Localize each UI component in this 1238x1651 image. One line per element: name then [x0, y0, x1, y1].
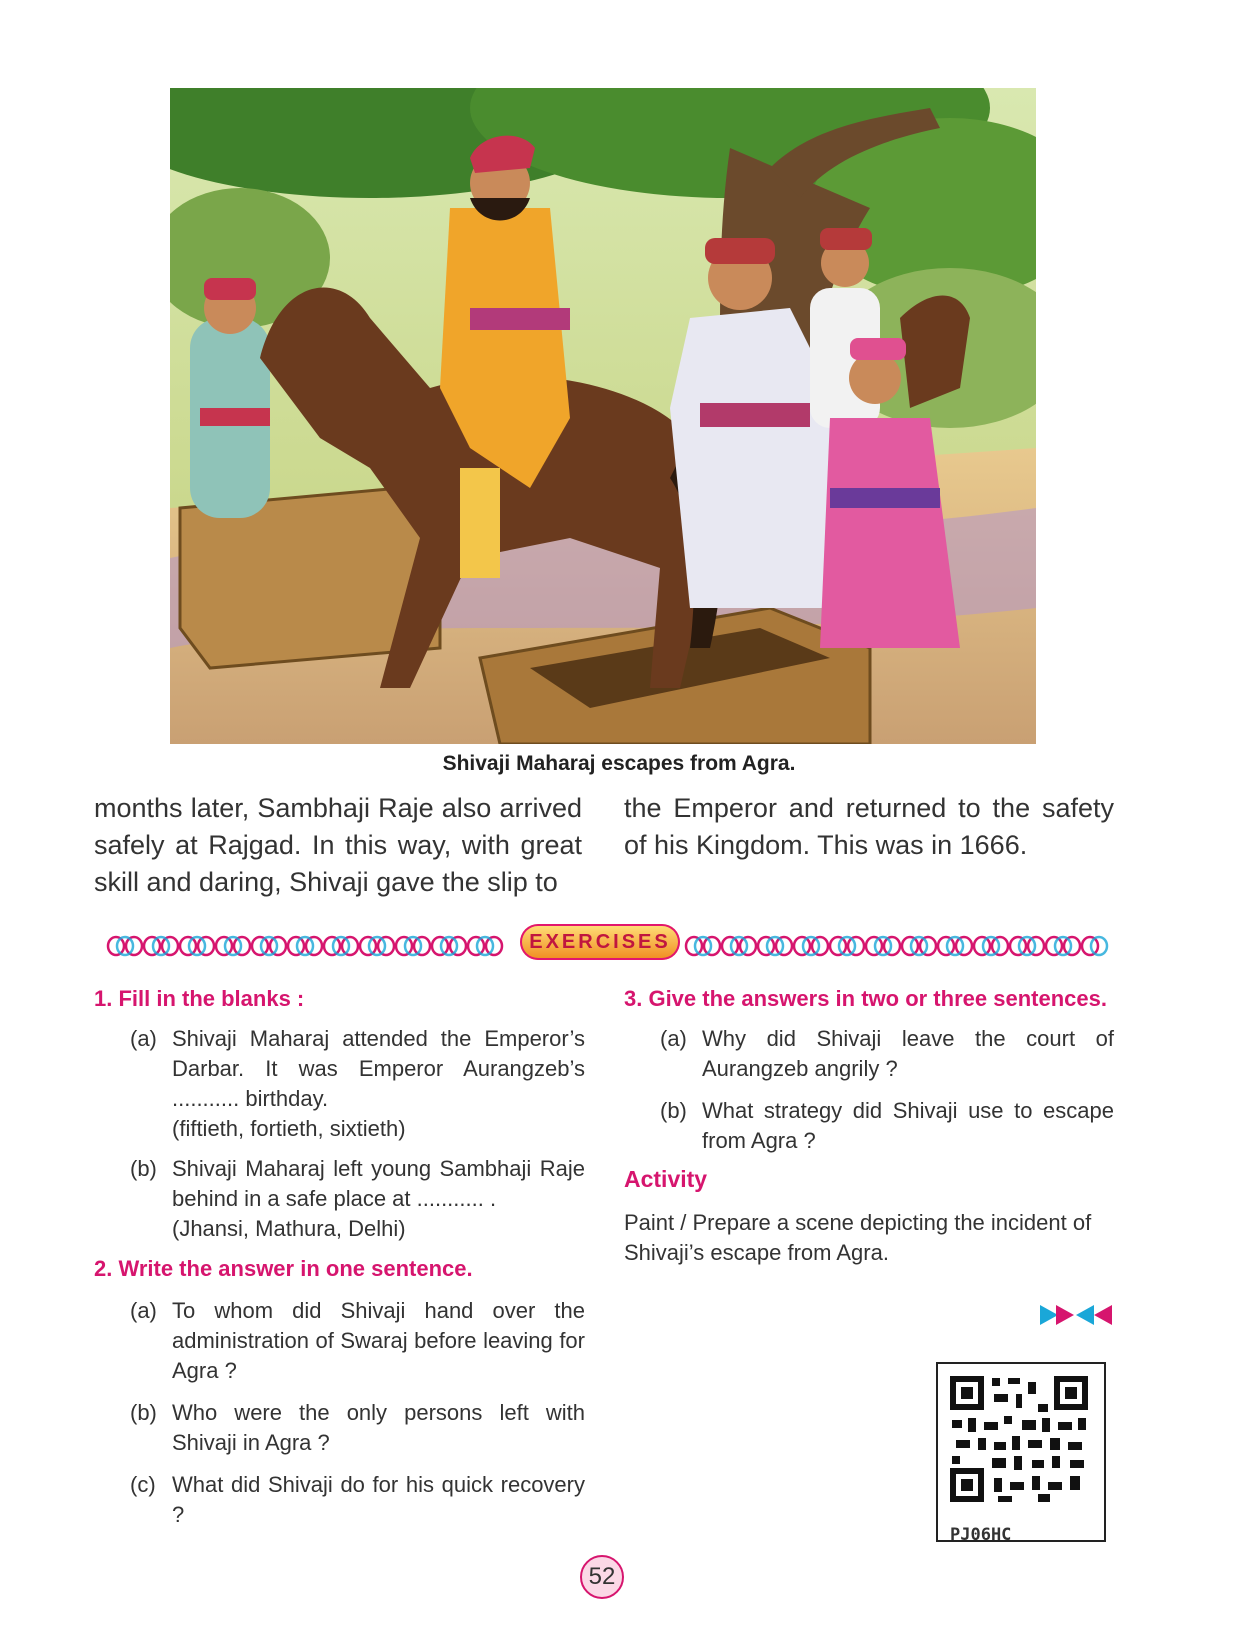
q1-item-a-options: (fiftieth, fortieth, sixtieth) [172, 1116, 406, 1141]
q1-heading: 1. Fill in the blanks : [94, 986, 305, 1011]
q3-heading: 3. Give the answers in two or three sentences. [624, 986, 1107, 1011]
q2-item-a-label: (a) [130, 1298, 157, 1323]
q2-item-a-text: To whom did Shivaji hand over the administration of Swaraj before leaving for Agra ? [172, 1298, 585, 1383]
exercises-label: EXERCISES [520, 924, 680, 960]
q3-item-b [660, 1096, 1114, 1156]
q3-item-a [660, 1024, 1114, 1084]
q2-item-b-label: (b) [130, 1400, 157, 1425]
q1-item-a [130, 1024, 585, 1144]
q1-item-b [130, 1154, 585, 1244]
q2-item-c-text: What did Shivaji do for his quick recovery ? [172, 1472, 585, 1527]
end-ornament-icon [1038, 1302, 1114, 1328]
q1-item-b-label: (b) [130, 1156, 157, 1181]
q3-item-b-label: (b) [660, 1098, 687, 1123]
body-text-col2: the Emperor and returned to the safety of his Kingdom. This was in 1666. [624, 793, 1114, 860]
q3-item-b-text: What strategy did Shivaji use to escape from Agra ? [702, 1098, 1114, 1153]
q2-item-b [130, 1398, 585, 1458]
q3-item-a-text: Why did Shivaji leave the court of Aurangzeb angrily ? [702, 1026, 1114, 1081]
q2-heading: 2. Write the answer in one sentence. [94, 1256, 473, 1281]
illustration-shivaji-escape [170, 88, 1036, 744]
body-text-col1: months later, Sambhaji Raje also arrived safely at Rajgad. In this way, with great skill and daring, Shivaji gave the slip to [94, 793, 582, 897]
activity-heading: Activity [624, 1166, 708, 1192]
q2-item-c-label: (c) [130, 1472, 156, 1497]
activity-text: Paint / Prepare a scene depicting the incident of Shivaji’s escape from Agra. [624, 1210, 1092, 1265]
q3-item-a-label: (a) [660, 1026, 687, 1051]
q1-item-b-options: (Jhansi, Mathura, Delhi) [172, 1216, 406, 1241]
q1-item-b-text: Shivaji Maharaj left young Sambhaji Raje behind in a safe place at ........... . [172, 1156, 585, 1211]
q2-item-a [130, 1296, 585, 1386]
qr-code-label: PJ06HC [950, 1525, 1012, 1545]
figure-caption: Shivaji Maharaj escapes from Agra. [442, 752, 796, 775]
q2-item-b-text: Who were the only persons left with Shivaji in Agra ? [172, 1400, 585, 1455]
page-number: 52 [580, 1555, 624, 1599]
qr-code[interactable] [936, 1362, 1106, 1542]
q1-item-a-label: (a) [130, 1026, 157, 1051]
q1-item-a-text: Shivaji Maharaj attended the Emperor’s Darbar. It was Emperor Aurangzeb’s ........... birthday. [172, 1026, 585, 1111]
q2-item-c [130, 1470, 585, 1530]
